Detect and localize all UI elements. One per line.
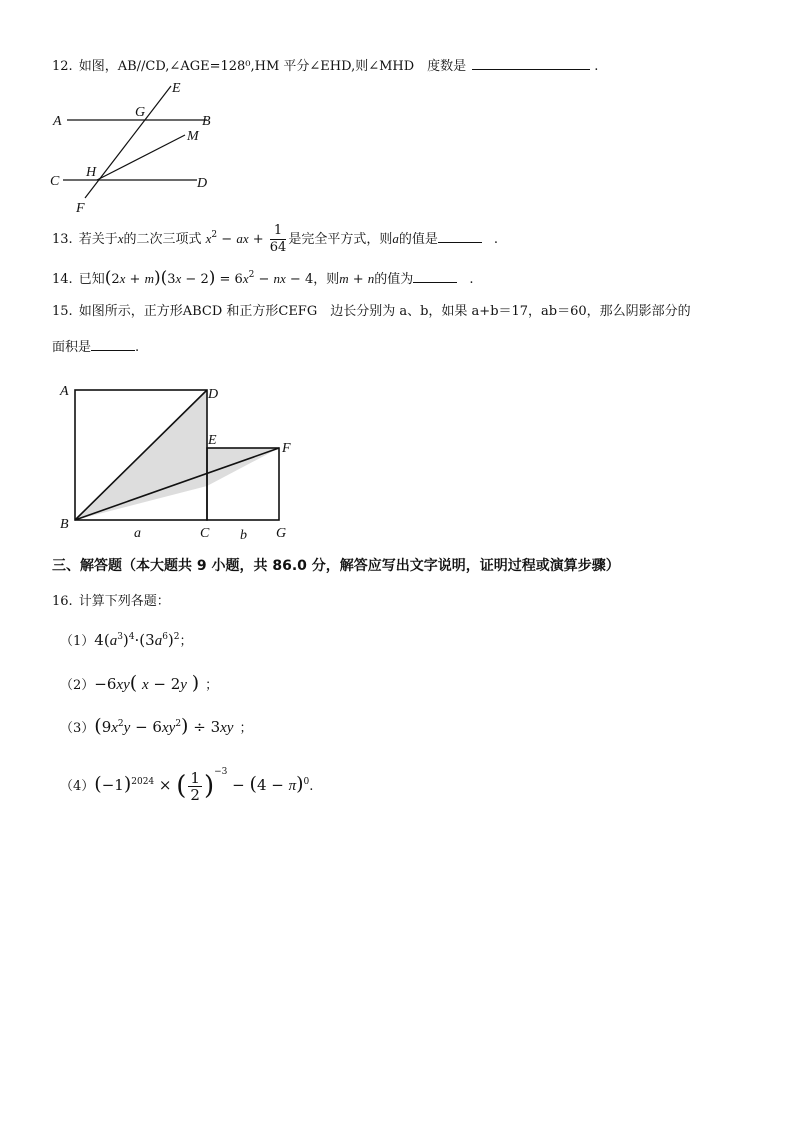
label-h: H: [86, 165, 97, 180]
q16-item-2-label: （2）: [60, 678, 95, 693]
q15-line1: [52, 302, 691, 322]
label-e: E: [172, 81, 181, 96]
label-c: C: [50, 174, 60, 189]
q14-post: ，则: [313, 272, 340, 287]
q16-item-3-expr: $(9x^2y - 6xy^2) \div 3xy$: [94, 715, 234, 737]
label-d: D: [208, 387, 219, 402]
q12-answer-blank[interactable]: [472, 55, 590, 70]
q13-post: 是完全平方式，则: [288, 232, 393, 247]
label-g: G: [276, 526, 287, 541]
q16-item-3-label: （3）: [60, 721, 95, 736]
q13-expression: $x^2$ − ax +: [205, 230, 268, 247]
q12-number: 12.: [52, 59, 73, 74]
line-hm: [97, 135, 185, 180]
q13-mid: 的二次三项式: [123, 232, 202, 247]
q14-pre: 已知: [78, 272, 105, 287]
q15-text-line1: 如图所示，正方形ABCD 和正方形CEFG 边长分别为 a、b，如果 a+b＝17，ab＝60，那么阴影部分的: [78, 304, 691, 319]
q12-line: [52, 55, 598, 77]
label-side-b: b: [240, 528, 247, 543]
q13-number: 13.: [52, 232, 73, 247]
q13-pre: 若关于: [78, 232, 118, 247]
q16-item-2-expr: −6xy( x − 2y ): [94, 672, 200, 694]
q16-line: [52, 592, 170, 612]
q13-line: [52, 222, 498, 257]
q13-var-a: a: [392, 231, 399, 246]
label-side-a: a: [134, 526, 141, 541]
q13-fraction: $\frac{1}{64}$: [269, 223, 287, 255]
q12-text: 如图，AB//CD,∠AGE=128⁰,HM 平分∠EHD,则∠MHD 度数是: [78, 59, 467, 74]
label-d: D: [197, 176, 208, 191]
q13-var-x: x: [117, 231, 124, 246]
q13-post2: 的值是: [398, 232, 438, 247]
q15-figure: [55, 378, 305, 543]
q16-item-2-end: ；: [205, 678, 219, 693]
q15-number: 15.: [52, 304, 73, 319]
label-f: F: [76, 201, 85, 216]
q16-item-2: [60, 673, 218, 696]
label-a: A: [60, 384, 69, 399]
q15-answer-blank[interactable]: [91, 336, 135, 351]
q16-item-4: [60, 764, 313, 807]
q12-figure: [45, 78, 230, 218]
line-ef: [85, 86, 171, 198]
q16-item-3: [60, 716, 252, 739]
q13-answer-blank[interactable]: [438, 228, 482, 243]
section3-title: 三、解答题（本大题共 9 小题，共 86.0 分，解答应写出文字说明，证明过程或演算步骤）: [52, 558, 620, 574]
q15-text-line2: 面积是: [52, 340, 92, 355]
q14-answer-blank[interactable]: [413, 268, 457, 283]
q15-end: .: [135, 340, 140, 355]
label-f: F: [282, 441, 291, 456]
label-e: E: [208, 433, 217, 448]
label-b: B: [202, 114, 211, 129]
q14-line: [52, 268, 473, 290]
q16-item-3-end: ；: [239, 721, 253, 736]
label-b: B: [60, 517, 69, 532]
q16-item-1-expr: $4(a^3)^4\cdot(3a^6)^2$: [94, 631, 180, 649]
q12-end: .: [594, 59, 599, 74]
q15-line2: [52, 336, 139, 358]
q14-mn: m + n: [339, 271, 375, 287]
label-a: A: [53, 114, 62, 129]
q14-expression: $(2x + m)(3x - 2) = 6x^2$ − nx − 4: [104, 268, 314, 288]
q16-title: 计算下列各题：: [78, 594, 170, 609]
label-m: M: [187, 129, 199, 144]
q16-item-4-expr: $(-1)^{2024}$ × ( $\frac{1}{2}$ )$^{-3} - (4 - \pi)^0$: [94, 767, 310, 804]
q13-end: .: [493, 232, 498, 247]
label-g: G: [135, 105, 146, 120]
q16-item-4-label: （4）: [60, 779, 95, 794]
q16-number: 16.: [52, 594, 73, 609]
q16-item-1-end: ；: [179, 634, 193, 649]
q16-item-4-end: .: [309, 779, 314, 794]
q16-item-1-label: （1）: [60, 634, 95, 649]
shaded-region-efc: [207, 448, 279, 486]
q16-item-1: [60, 630, 193, 652]
label-c: C: [200, 526, 210, 541]
q14-number: 14.: [52, 272, 73, 287]
q14-post2: 的值为: [374, 272, 414, 287]
q14-end: .: [469, 272, 474, 287]
